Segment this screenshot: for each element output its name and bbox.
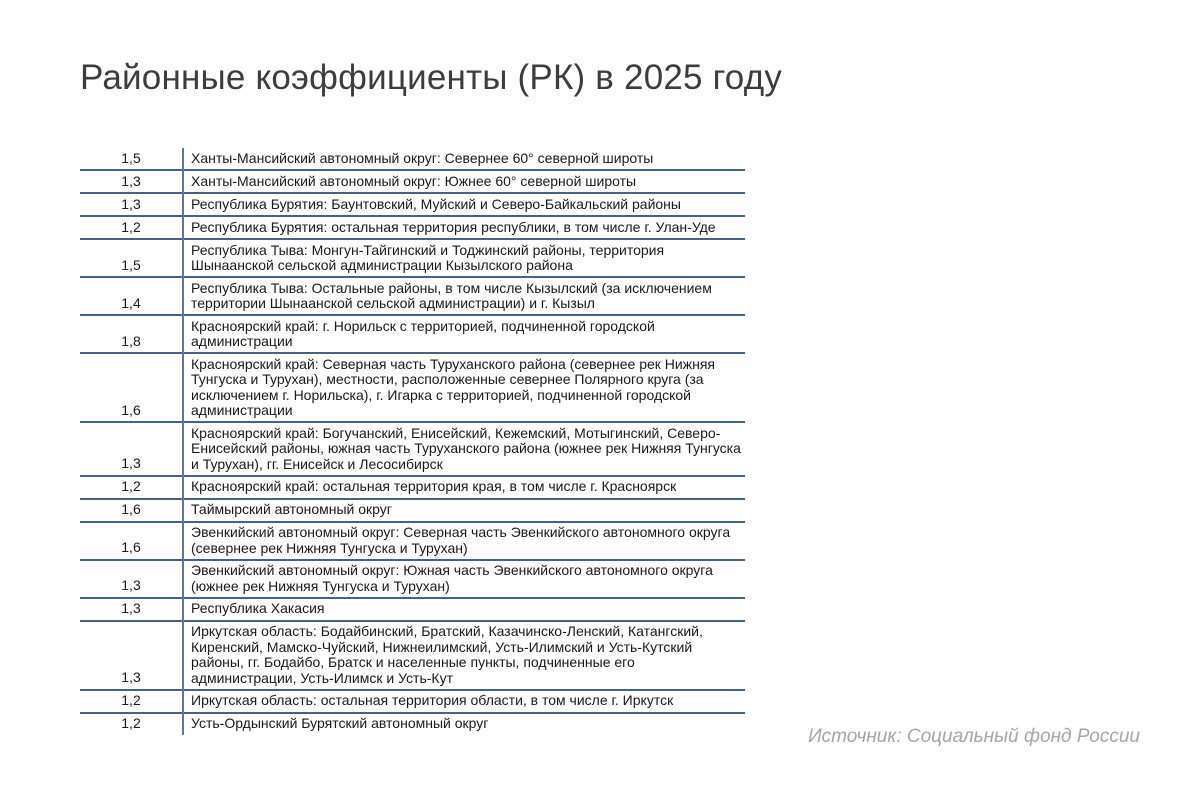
table-row <box>80 690 745 713</box>
region-description: Иркутская область: остальная территория области, в том числе г. Иркутск <box>191 692 674 709</box>
region-description: Республика Тыва: Остальные районы, в том числе Кызылский (за исключением территории Шынаанской сельской администрации) и г. Кызыл <box>191 279 712 311</box>
region-description: Эвенкийский автономный округ: Южная часть Эвенкийского автономного округа (южнее рек Нижняя Тунгуска и Турухан) <box>191 562 713 594</box>
table-row <box>80 621 745 690</box>
region-description: Красноярский край: Богучанский, Енисейский, Кежемский, Мотыгинский, Северо-Енисейский районы, южная часть Туруханского района (южнее рек Нижняя Тунгуска и Турухан), гг. Енисейск и Лесосибирск <box>191 424 741 472</box>
source-caption: Источник: Социальный фонд России <box>808 726 1140 747</box>
coefficient-value: 1,2 <box>80 216 183 239</box>
region-description: Республика Бурятия: остальная территория республики, в том числе г. Улан-Уде <box>191 218 716 235</box>
coefficient-value: 1,6 <box>80 499 183 522</box>
coefficient-value: 1,2 <box>80 476 183 499</box>
coefficient-value: 1,3 <box>80 560 183 598</box>
coefficient-value: 1,3 <box>80 170 183 193</box>
coefficient-value: 1,3 <box>80 598 183 621</box>
coefficient-value: 1,5 <box>80 239 183 277</box>
table-row <box>80 353 745 422</box>
table-row <box>80 277 745 315</box>
coefficient-value: 1,6 <box>80 353 183 422</box>
table-row <box>80 315 745 353</box>
table-row <box>80 422 745 476</box>
region-description: Красноярский край: остальная территория края, в том числе г. Красноярск <box>191 478 677 495</box>
region-description: Республика Бурятия: Баунтовский, Муйский и Северо-Байкальский районы <box>191 195 681 212</box>
table-row <box>80 239 745 277</box>
coefficient-value: 1,3 <box>80 621 183 690</box>
coefficient-value: 1,2 <box>80 713 183 735</box>
coefficient-value: 1,8 <box>80 315 183 353</box>
table-row <box>80 193 745 216</box>
region-description: Республика Тыва: Монгун-Тайгинский и Тоджинский районы, территория Шынаанской сельской администрации Кызылского района <box>191 241 665 273</box>
table-row <box>80 216 745 239</box>
table-row <box>80 148 745 170</box>
coefficient-value: 1,6 <box>80 522 183 560</box>
coefficient-value: 1,5 <box>80 148 183 170</box>
region-description: Эвенкийский автономный округ: Северная часть Эвенкийского автономного округа (севернее рек Нижняя Тунгуска и Турухан) <box>191 524 731 556</box>
table-row <box>80 476 745 499</box>
region-description: Таймырский автономный округ <box>191 501 392 518</box>
table-row <box>80 598 745 621</box>
table-row <box>80 713 745 735</box>
coefficient-value: 1,4 <box>80 277 183 315</box>
coefficient-table-body <box>80 148 745 735</box>
coefficient-table <box>80 148 745 735</box>
region-description: Республика Хакасия <box>191 600 325 617</box>
coefficient-value: 1,3 <box>80 422 183 476</box>
coefficient-value: 1,3 <box>80 193 183 216</box>
region-description: Красноярский край: Северная часть Туруханского района (севернее рек Нижняя Тунгуска и Турухан), местности, расположенные севернее Полярного круга (за исключением г. Норильска), г. Игарка с территорией, подчиненной городской администрации <box>191 355 715 418</box>
region-description: Усть-Ордынский Бурятский автономный округ <box>191 715 489 732</box>
page-title: Районные коэффициенты (РК) в 2025 году <box>80 58 783 97</box>
table-row <box>80 170 745 193</box>
table-row <box>80 522 745 560</box>
region-description: Красноярский край: г. Норильск с территорией, подчиненной городской администрации <box>191 317 655 349</box>
coefficient-value: 1,2 <box>80 690 183 713</box>
region-description: Ханты-Мансийский автономный округ: Южнее 60° северной широты <box>191 172 637 189</box>
table-row <box>80 560 745 598</box>
table-row <box>80 499 745 522</box>
region-description: Иркутская область: Бодайбинский, Братский, Казачинско-Ленский, Катангский, Киренский, Мамско-Чуйский, Нижнеилимский, Усть-Илимский и Усть-Кутский районы, гг. Бодайбо, Братск и населенные пункты, подчиненные его администрации, Усть-Илимск и Усть-Кут <box>191 623 703 686</box>
region-description: Ханты-Мансийский автономный округ: Севернее 60° северной широты <box>191 149 654 166</box>
